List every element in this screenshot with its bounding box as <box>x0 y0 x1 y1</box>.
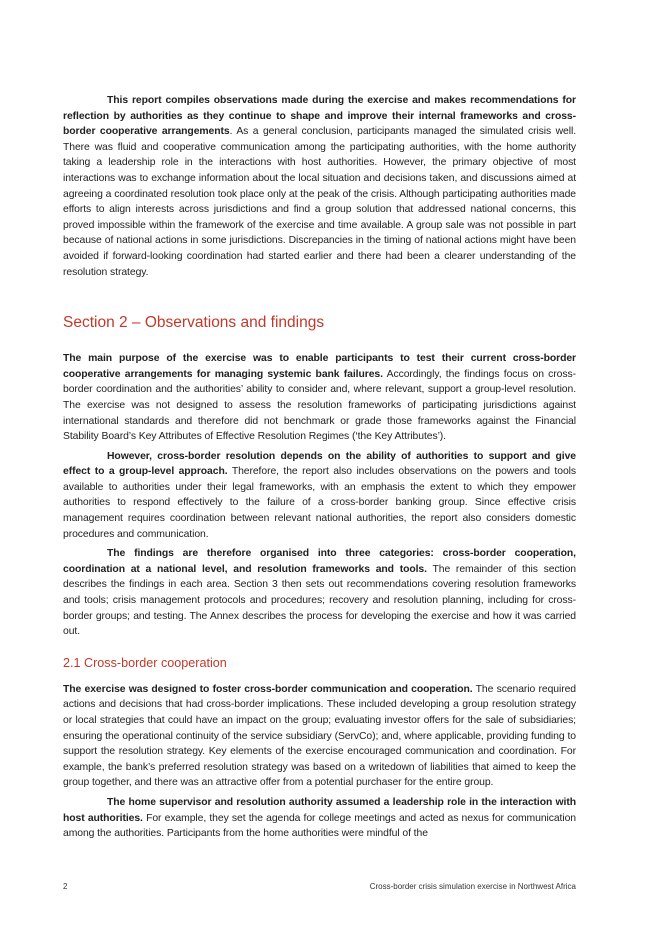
section-2-p3-text: The remainder of this section describes the findings in each area. Section 3 then sets out recommendations covering resolution frameworks and tools; crisis management protocols and procedures; recovery and resolution planning, including for cross-border groups; and testing. The Annex describes the process for developing the exercise and how it was carried out. <box>63 563 576 638</box>
subsection-2-1-p2-text: For example, they set the agenda for college meetings and acted as nexus for communication among the authorities. Participants from the home authorities were mindful of the <box>63 812 576 840</box>
subsection-2-1-paragraph-1 <box>63 682 576 791</box>
section-2-paragraph-1 <box>63 351 576 445</box>
footer-document-title: Cross-border crisis simulation exercise in Northwest Africa <box>369 882 576 891</box>
subsection-2-1-paragraph-2 <box>63 795 576 842</box>
section-2-heading: Section 2 – Observations and findings <box>63 314 325 332</box>
intro-paragraph <box>63 93 576 280</box>
section-2-paragraph-3 <box>63 546 576 640</box>
subsection-2-1-p1-lead: The exercise was designed to foster cross-border communication and cooperation. <box>63 683 473 695</box>
section-2-p3-lead: The findings are therefore organised into three categories: cross-border cooperation, coordination at a national level, and resolution frameworks and tools. <box>63 548 576 575</box>
section-2-p1-lead: The main purpose of the exercise was to enable participants to test their current cross-border cooperative arrangements for managing systemic bank failures. <box>63 353 576 380</box>
page-number: 2 <box>63 882 68 891</box>
section-2-p1-text: Accordingly, the findings focus on cross-border coordination and the authorities’ ability to consider and, where relevant, support a group-level resolution. The exercise was not designed to assess the resolution frameworks of participating jurisdictions against international standards and therefore did not benchmark or grade those frameworks against the Financial Stability Board’s Key Attributes of Effective Resolution Regimes (‘the Key Attributes’). <box>63 368 576 443</box>
page-body <box>63 93 576 842</box>
section-2-paragraph-2 <box>63 449 576 543</box>
subsection-2-1-heading: 2.1 Cross-border cooperation <box>63 655 227 670</box>
intro-text: . As a general conclusion, participants managed the simulated crisis well. There was fluid and cooperative communication among the participating authorities, with the home authority taking a leadership role in the interactions with host authorities. However, the primary objective of most interactions was to exchange information about the local situation and decisions taken, and discussions aimed at agreeing a coordinated resolution took place only at the peak of the crisis. Although participating authorities made efforts to align interests across jurisdictions and find a group solution that addressed national concerns, this proved impossible within the framework of the exercise and time available. A group sale was not possible in part because of national actions in some jurisdictions. Discrepancies in the timing of national actions might have been avoided if forward-looking coordination had started earlier and there had been a clearer understanding of the resolution strategy. <box>63 126 577 278</box>
subsection-2-1-p1-text: The scenario required actions and decisions that had cross-border implications. These included developing a group resolution strategy or local strategies that could have an impact on the group; evaluating investor offers for the sale of subsidiaries; ensuring the operational continuity of the service subsidiary (ServCo); and, where applicable, providing funding to support the resolution strategy. Key elements of the exercise encouraged communication and coordination. For example, the bank’s preferred resolution strategy was based on a writedown of liabilities that aimed to keep the group together, and there was an attractive offer from a potential purchaser for the entire group. <box>63 683 576 789</box>
section-2-p2-text: Therefore, the report also includes observations on the powers and tools available to authorities under their legal frameworks, with an emphasis the extent to which they empower authorities to respond effectively to the failure of a cross-border banking group. Since effective crisis management requires coordination between relevant national authorities, the report also considers domestic procedures and communication. <box>63 466 576 540</box>
section-2-p2-lead: However, cross-border resolution depends on the ability of authorities to support and give effect to a group-level approach. <box>63 450 576 478</box>
subsection-2-1-p2-lead: The home supervisor and resolution authority assumed a leadership role in the interaction with host authorities. <box>63 796 576 824</box>
intro-lead: This report compiles observations made during the exercise and makes recommendations for reflection by authorities as they continue to shape and improve their internal frameworks and cross-border cooperative arrangements <box>63 95 576 138</box>
